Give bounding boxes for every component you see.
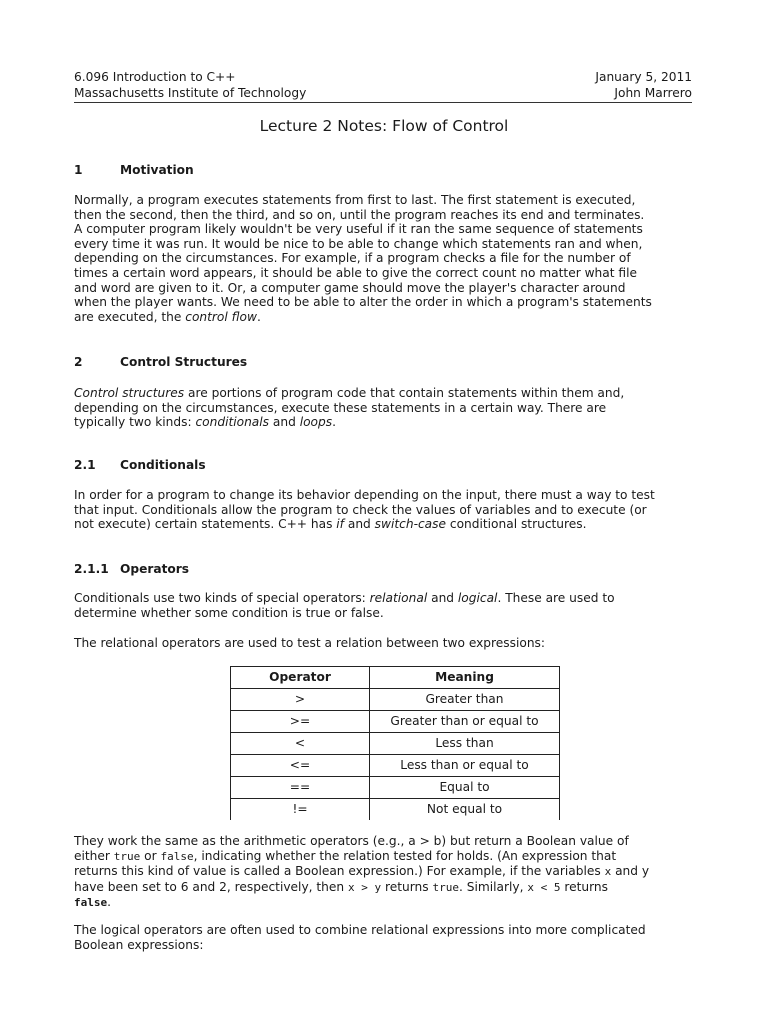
text-line: Boolean expressions: [74, 937, 204, 952]
term-conditionals: conditionals [195, 415, 270, 430]
text-run: and y [611, 864, 650, 879]
text-line [74, 864, 694, 880]
institution-name: Massachusetts Institute of Technology [74, 86, 307, 100]
term-switch-case: switch-case [374, 517, 446, 532]
text-run: Conditionals use two kinds of special operators: [74, 591, 370, 605]
operator-cell: != [231, 799, 370, 821]
text-line: that input. Conditionals allow the program to check the values of variables and to execute (or [74, 502, 647, 517]
code-x-lt-5: x < 5 [527, 880, 561, 894]
table-row [231, 689, 560, 711]
code-true: true [113, 849, 141, 863]
text-run: and [269, 415, 300, 430]
meaning-cell: Not equal to [370, 799, 560, 821]
text-run: or [140, 848, 161, 863]
paragraph-relational-intro [74, 636, 694, 651]
text-run: returns this kind of value is called a Boolean expression.) For example, if the variables [74, 864, 605, 879]
column-header-meaning: Meaning [370, 667, 560, 689]
operator-cell: > [231, 689, 370, 711]
text-run: returns [560, 879, 608, 894]
operator-cell: < [231, 733, 370, 755]
text-run: . [107, 895, 111, 910]
text-line: They work the same as the arithmetic operators (e.g., a > b) but return a Boolean value of [74, 834, 629, 848]
table-row [231, 755, 560, 777]
term-if: if [336, 517, 344, 532]
meaning-cell: Less than or equal to [370, 755, 560, 777]
table-row [231, 799, 560, 821]
meaning-cell: Greater than or equal to [370, 711, 560, 733]
text-line [74, 880, 694, 896]
term-loops: loops [299, 415, 333, 430]
text-line: Normally, a program executes statements from first to last. The first statement is executed, [74, 193, 636, 207]
paragraph-conditionals [74, 488, 694, 532]
section-heading-conditionals [74, 457, 206, 473]
text-run: have been set to 6 and 2, respectively, then [74, 879, 348, 894]
meaning-cell: Equal to [370, 777, 560, 799]
text-run: . [332, 415, 336, 430]
section-heading-operators [74, 561, 189, 577]
section-heading-motivation [74, 162, 194, 178]
text-line [74, 895, 694, 911]
page-header [74, 69, 692, 101]
text-line: every time it was run. It would be nice to be able to change which statements ran and when, [74, 236, 643, 251]
operator-cell: <= [231, 755, 370, 777]
table-row [231, 733, 560, 755]
text-run: returns [381, 879, 433, 894]
text-run: . Similarly, [459, 879, 528, 894]
text-line [74, 415, 694, 430]
text-run: either [74, 848, 114, 863]
operator-cell: == [231, 777, 370, 799]
code-x: x [604, 865, 612, 879]
text-run: . These are used to [497, 591, 615, 605]
term-control-structures: Control structures [74, 386, 185, 400]
text-line [74, 386, 694, 401]
text-line: The logical operators are often used to combine relational expressions into more complicated [74, 923, 646, 937]
text-run: conditional structures. [446, 517, 587, 532]
relational-operators-table [230, 666, 560, 820]
code-false: false [74, 896, 108, 910]
header-rule [74, 102, 692, 103]
code-true: true [432, 880, 459, 894]
page-title: Lecture 2 Notes: Flow of Control [259, 117, 509, 135]
text-line: The relational operators are used to test a relation between two expressions: [74, 636, 546, 650]
section-title: Operators [120, 562, 190, 576]
text-run: are portions of program code that contain statements within them and, [184, 386, 625, 400]
document-date: January 5, 2011 [595, 70, 692, 84]
author-name: John Marrero [614, 86, 692, 100]
meaning-cell: Less than [370, 733, 560, 755]
text-line: A computer program likely wouldn't be very useful if it ran the same sequence of statements [74, 222, 643, 237]
table-header-row [231, 667, 560, 689]
section-title: Motivation [120, 163, 194, 177]
text-line [74, 517, 694, 532]
text-run: , indicating whether the relation tested for holds. (An expression that [193, 848, 617, 863]
section-number: 2 [74, 355, 83, 369]
paragraph-motivation [74, 193, 694, 324]
term-logical: logical [457, 591, 498, 605]
text-run: . [256, 309, 261, 324]
text-run: and [343, 517, 375, 532]
section-number: 1 [74, 163, 83, 177]
operator-cell: >= [231, 711, 370, 733]
text-line [74, 849, 694, 865]
text-run: not execute) certain statements. C++ has [74, 517, 337, 532]
text-line: In order for a program to change its behavior depending on the input, there must a way to test [74, 488, 655, 502]
text-run: are executed, the [74, 309, 186, 324]
table-row [231, 711, 560, 733]
code-x-gt-y: x > y [348, 880, 382, 894]
text-run: and [427, 591, 458, 605]
text-line: when the player wants. We need to be able to alter the order in which a program's statements [74, 295, 652, 310]
text-line: depending on the circumstances. For example, if a program checks a file for the number of [74, 251, 631, 266]
text-line: depending on the circumstances, execute these statements in a certain way. There are [74, 400, 607, 415]
code-false: false [160, 849, 194, 863]
text-line: then the second, then the third, and so on, until the program reaches its end and terminates. [74, 207, 645, 222]
term-relational: relational [369, 591, 428, 605]
text-run: typically two kinds: [74, 415, 196, 430]
table-row [231, 777, 560, 799]
column-header-operator: Operator [231, 667, 370, 689]
text-line: determine whether some condition is true or false. [74, 605, 384, 620]
paragraph-operators [74, 591, 694, 620]
section-heading-control-structures [74, 354, 247, 370]
paragraph-logical-intro [74, 923, 694, 952]
section-title: Conditionals [120, 458, 206, 472]
text-line [74, 591, 694, 606]
section-number: 2.1 [74, 458, 96, 472]
section-title: Control Structures [120, 355, 248, 369]
text-line: and word are given to it. Or, a computer game should move the player's character around [74, 280, 626, 295]
paragraph-relational-explanation [74, 834, 694, 911]
text-line [74, 310, 694, 325]
course-name: 6.096 Introduction to C++ [74, 70, 236, 84]
term-control-flow: control flow [185, 309, 257, 324]
meaning-cell: Greater than [370, 689, 560, 711]
text-line: times a certain word appears, it should be able to give the correct count no matter what file [74, 265, 637, 280]
paragraph-control-structures [74, 386, 694, 430]
section-number: 2.1.1 [74, 562, 109, 576]
